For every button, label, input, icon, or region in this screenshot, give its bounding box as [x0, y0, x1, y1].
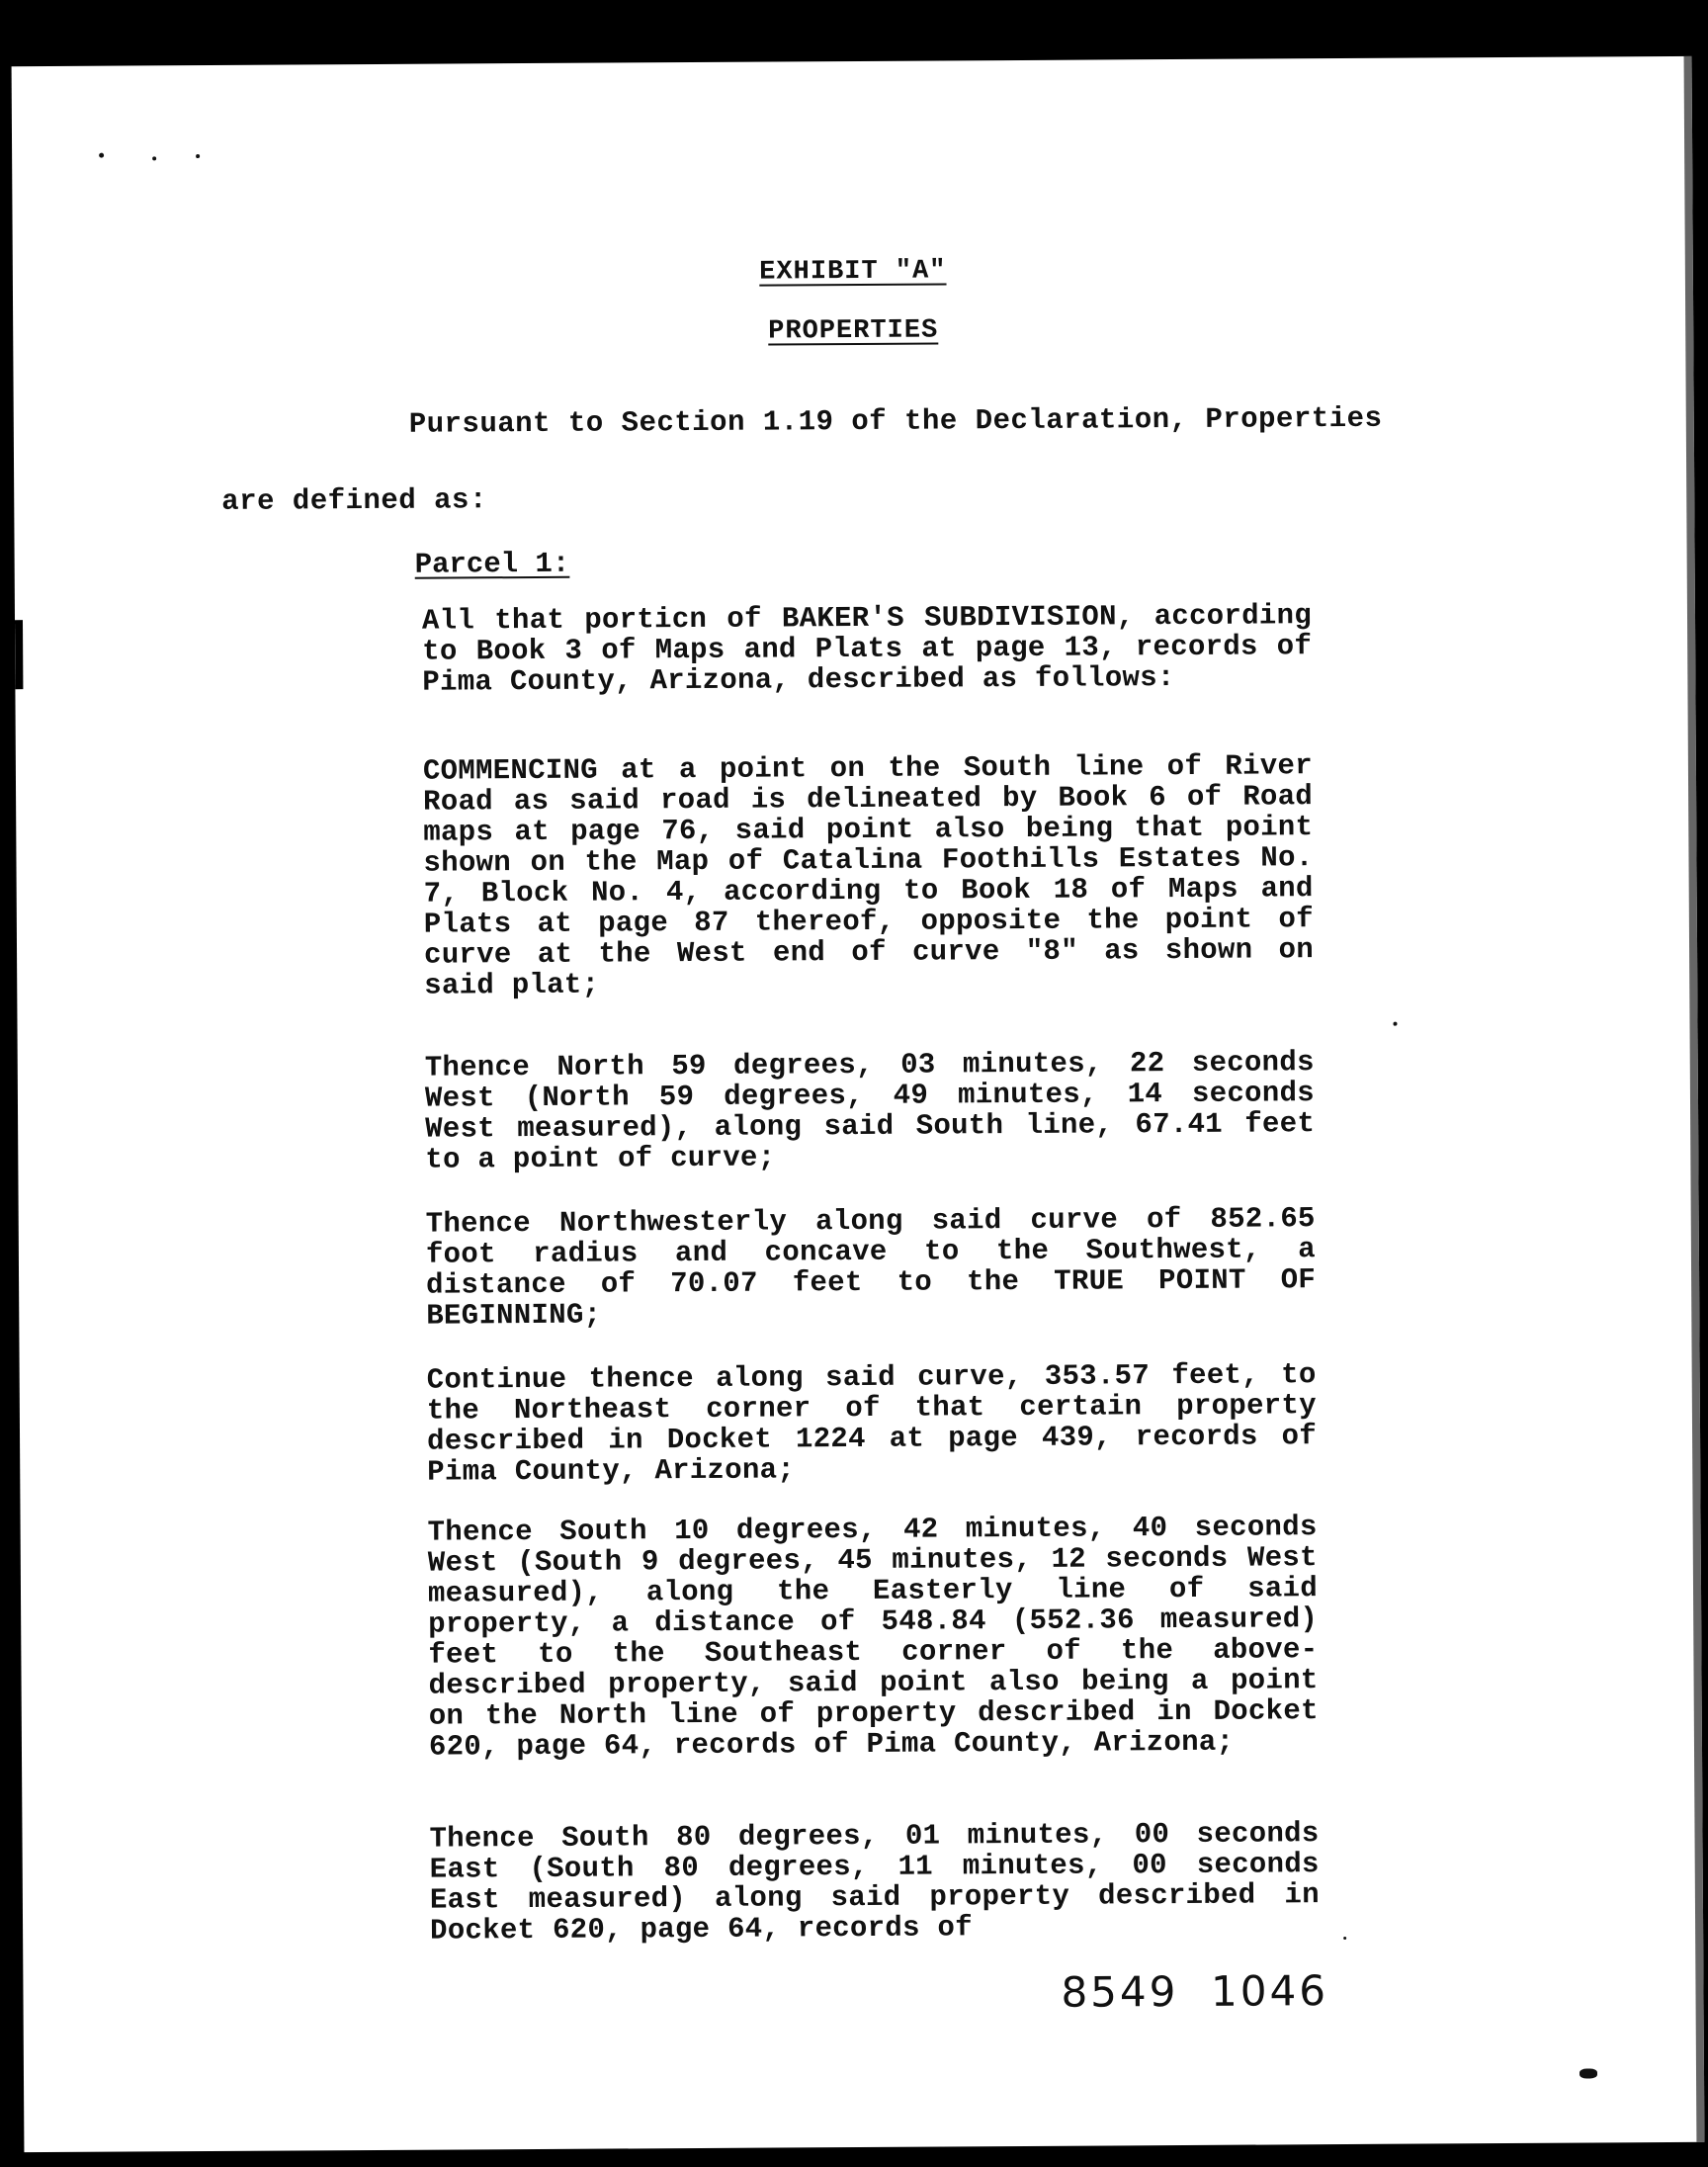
paragraph-continue-thence: Continue thence along said curve, 353.57 feet, to the Northeast corner of that certain property described in Docket 1224 at page 439, records of Pima County, Arizona;	[426, 1358, 1318, 1489]
scan-speck	[1580, 2068, 1597, 2078]
properties-subtitle-text: PROPERTIES	[768, 315, 939, 347]
properties-subtitle	[13, 311, 1693, 351]
scan-speck	[99, 153, 104, 158]
paragraph-description: All that porticn of BAKER'S SUBDIVISION, according to Book 3 of Maps and Plats at page 13, records of Pima County, Arizona, described as follows:	[421, 599, 1313, 699]
paragraph-thence-north: Thence North 59 degrees, 03 minutes, 22 seconds West (North 59 degrees, 49 minutes, 14 seconds West measured), along said South line, 67.41 feet to a point of curve;	[424, 1046, 1316, 1176]
scan-speck	[1343, 1937, 1346, 1940]
scan-speck	[152, 156, 156, 160]
paragraph-thence-northwesterly: Thence Northwesterly along said curve of 852.65 foot radius and concave to the Southwest, a distance of 70.07 feet to the TRUE POINT OF BEGINNING;	[425, 1202, 1317, 1333]
intro-line-1: Pursuant to Section 1.19 of the Declaration, Properties	[408, 401, 1383, 441]
exhibit-title	[13, 252, 1693, 292]
parcel-heading: Parcel 1:	[414, 547, 570, 581]
paragraph-thence-south-10: Thence South 10 degrees, 42 minutes, 40 seconds West (South 9 degrees, 45 minutes, 12 seconds West measured), along the Easterly line of said property, a distance of 548.84 (552.36 measured) feet to the Southeast corner of the above-described property, said point also being a point on the North line of property described in Docket 620, page 64, records of Pima County, Arizona;	[427, 1511, 1319, 1764]
paragraph-commencing: COMMENCING at a point on the South line of River Road as said road is delineated by Book 6 of Road maps at page 76, said point also being that point shown on the Map of Catalina Foothills Estates No. 7, Block No. 4, according to Book 18 of Maps and Plats at page 87 thereof, opposite the point of curve at the West end of curve "8" as shown on said plat;	[422, 749, 1315, 1002]
intro-line-2: are defined as:	[221, 483, 487, 518]
paragraph-thence-south-80: Thence South 80 degrees, 01 minutes, 00 seconds East (South 80 degrees, 11 minutes, 00 seconds East measured) along said property described in Docket 620, page 64, records of	[429, 1817, 1320, 1948]
right-edge-shadow	[1684, 56, 1705, 2142]
left-edge-mark	[15, 620, 23, 689]
exhibit-title-text: EXHIBIT "A"	[759, 256, 947, 288]
page-number: 8549 1046	[1061, 1966, 1329, 2017]
scan-speck	[196, 154, 200, 158]
document-page	[12, 56, 1705, 2152]
scan-speck	[1394, 1022, 1398, 1026]
